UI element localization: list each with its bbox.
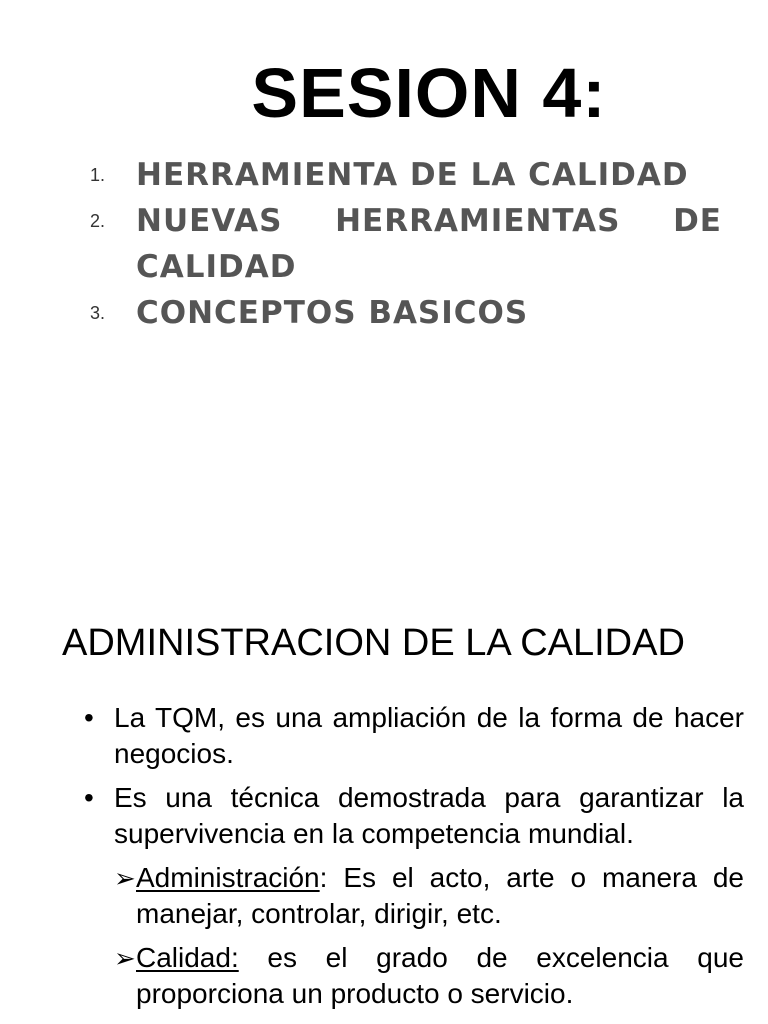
definition-body: es el grado de excelencia que proporciona un producto o servicio. — [136, 942, 744, 1009]
definition-term: Administración — [136, 862, 320, 893]
topic-list — [90, 152, 722, 336]
list-item — [90, 198, 722, 290]
bullet-text: Es una técnica demostrada para garantizar la supervivencia en la competencia mundial. — [114, 782, 744, 849]
list-word: NUEVAS — [136, 203, 283, 239]
bullet-item — [84, 780, 744, 852]
list-number: 2. — [90, 211, 106, 231]
bullet-marker: • — [84, 782, 94, 813]
list-text: HERRAMIENTA DE LA CALIDAD — [136, 157, 689, 193]
bullet-list — [84, 700, 744, 1020]
slide-heading: ADMINISTRACION DE LA CALIDAD — [62, 622, 685, 664]
definition-body: Es el acto, arte o manera de manejar, controlar, dirigir, etc. — [136, 862, 744, 929]
list-number: 3. — [90, 303, 106, 323]
definition-separator: : — [319, 862, 328, 893]
bullet-text: La TQM, es una ampliación de la forma de hacer negocios. — [114, 702, 744, 769]
definition-text — [136, 860, 744, 932]
list-text-line2: CALIDAD — [136, 249, 297, 285]
list-number: 1. — [90, 165, 106, 185]
slide-title: SESION 4: — [251, 54, 607, 132]
sub-bullet-item — [114, 940, 744, 1012]
list-item — [90, 152, 722, 198]
list-text — [136, 198, 722, 290]
bullet-marker: • — [84, 702, 94, 733]
bullet-item — [84, 700, 744, 772]
list-word: HERRAMIENTAS — [335, 203, 621, 239]
slide-quality-management — [0, 600, 768, 1024]
definition-term: Calidad: — [136, 942, 239, 973]
arrow-bullet-icon: ➢ — [114, 863, 136, 893]
list-item — [90, 290, 722, 336]
list-text: CONCEPTOS BASICOS — [136, 295, 529, 331]
arrow-bullet-icon: ➢ — [114, 943, 136, 973]
list-word: DE — [673, 203, 722, 239]
definition-text — [136, 940, 744, 1012]
sub-bullet-item — [114, 860, 744, 932]
